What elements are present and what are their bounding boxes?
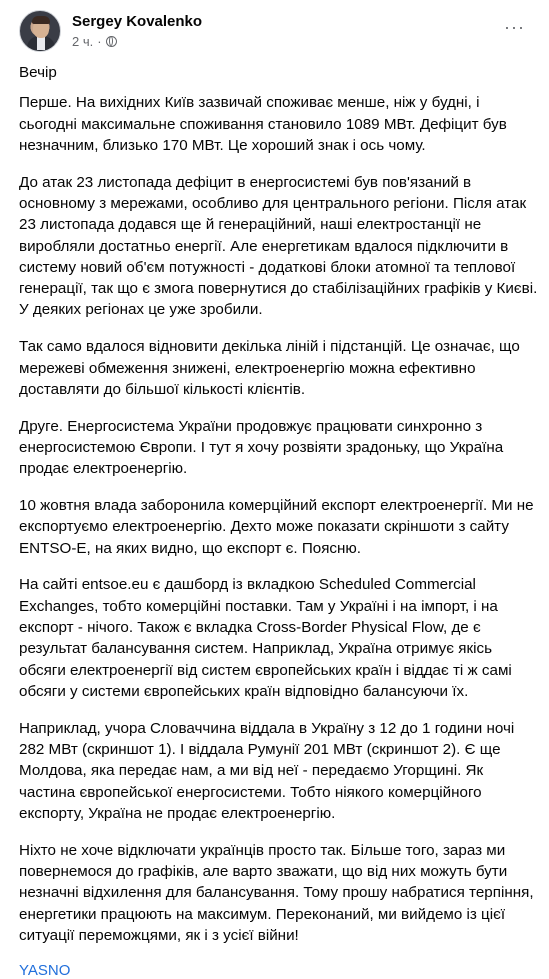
post-paragraph: Ніхто не хоче відключати українців просто так. Більше того, зараз ми повернемося до графіків, але варто зважати, що від них можуть бути незначні відхилення для балансування. Тому прошу набратися терпіння, енергетики працюють на максимум. Переконаний, ми вийдемо із цієї ситуації переможцями, як і з усієї війни! xyxy=(19,841,534,944)
post-paragraph: Так само вдалося відновити декілька ліній і підстанцій. Це означає, що мережеві обмеження знижені, електроенергію можна ефективно доставляти до більшої кількості клієнтів. xyxy=(19,338,520,398)
globe-icon[interactable] xyxy=(106,36,117,47)
post-paragraph: До атак 23 листопада дефіцит в енергосистемі був пов'язаний в основному з мережами, особливо для центрального регіони. Після атак 23 листопада додався ще й генераційний, наші електростанції не виробляли достатньо енергії. Але енергетикам вдалося підключити в систему новий об'єм потужності - додаткові блоки атомної та теплової генерації, так що є змога повернутися до стабілізаційних графіків у Києві. У деяких регіонах це уже зробили. xyxy=(19,173,538,319)
more-options-icon[interactable]: ··· xyxy=(504,17,525,37)
author-avatar[interactable] xyxy=(19,10,61,52)
post-paragraph: Друге. Енергосистема України продовжує працювати синхронно з енергосистемою Європи. І тут я хочу розвіяти зрадоньку, що Україна продає електроенергію. xyxy=(19,417,504,478)
avatar-hair xyxy=(32,16,50,24)
avatar-shirt xyxy=(37,36,45,50)
author-name[interactable]: Sergey Kovalenko xyxy=(72,13,203,30)
meta-separator: · xyxy=(97,34,102,49)
post-paragraph: На сайті entsoe.eu є дашборд із вкладкою Scheduled Commercial Exchanges, тобто комерційні поставки. Там у Україні і на імпорт, і на експорт - нічого. Також є вкладка Cross-Border Physical Flow, де є результат балансування систем. Наприклад, Україна отримує якісь обсяги електроенергії від систем європейських країн і віддає ті ж самі обсяги у системи європейських країн відповідно балансуючи їх. xyxy=(19,576,512,700)
post-paragraph: 10 жовтня влада заборонила комерційний експорт електроенергії. Ми не експортуємо електроенергію. Дехто може показати скріншоти з сайту ENTSO-E, на яких видно, що експорт є. Поясню. xyxy=(19,497,534,557)
post-header xyxy=(19,10,535,58)
post-time[interactable]: 2 ч. xyxy=(72,34,94,49)
hashtag-link[interactable]: YASNO xyxy=(19,961,71,979)
post-paragraph: Наприклад, учора Словаччина віддала в Україну з 12 до 1 години ночі 282 МВт (скриншот 1). І віддала Румунії 201 МВт (скриншот 2). Є ще Молдова, яка передає нам, а ми від неї - передаємо Угорщині. Як частина європейської енергосистеми. Тобто ніякого комерційного експорту, Україна не продає електроенергію. xyxy=(19,719,515,822)
post-paragraph: Вечір xyxy=(19,64,57,81)
post-paragraph: Перше. На вихідних Київ зазвичай споживає менше, ніж у будні, і сьогодні максимальне споживання становило 1089 МВт. Дефіцит був незначним, близько 170 МВт. Це хороший знак і ось чому. xyxy=(19,94,507,154)
post-meta xyxy=(72,34,117,49)
post-body xyxy=(19,62,539,979)
